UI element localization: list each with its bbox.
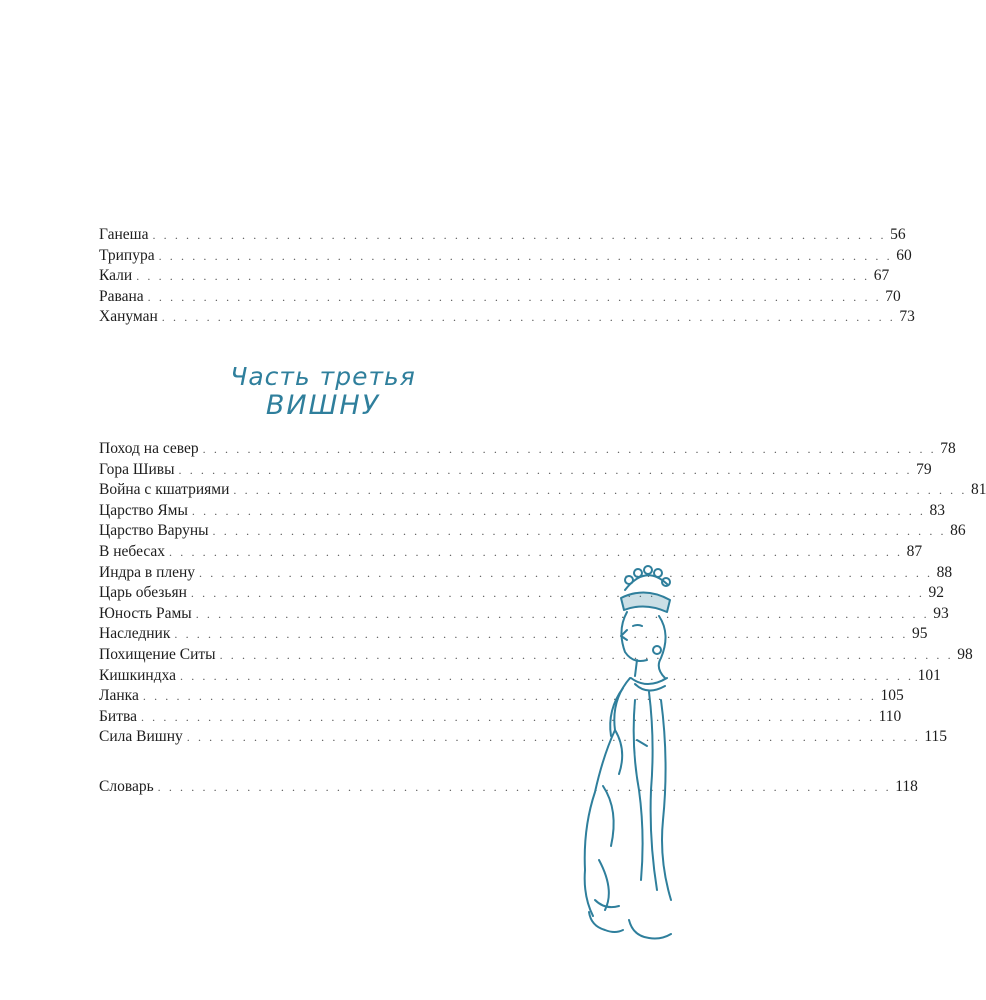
leader-dots: . . . . . . . . . . . . . . . . . . . . . . . . . . . . . . . . . . . . . . . . . . . . . . . . . . . . . . . . . . . . . . . . . . xyxy=(161,310,896,325)
part-heading-title: ВИШНУ xyxy=(265,390,381,421)
figure-illustration-icon xyxy=(575,560,678,945)
toc-entry-page: 110 xyxy=(878,707,902,725)
toc-entry-page: 95 xyxy=(911,625,928,643)
toc-entry-page: 83 xyxy=(929,501,945,519)
toc-entry-page: 79 xyxy=(916,460,932,478)
toc-entry-title: Царство Ямы xyxy=(99,501,188,519)
part-heading-label: Часть третья xyxy=(230,362,416,391)
toc-row[interactable] xyxy=(99,727,948,748)
toc-entry-page: 115 xyxy=(924,728,948,746)
toc-entry-page: 87 xyxy=(906,542,923,560)
toc-entry-title: Равана xyxy=(99,287,144,305)
toc-entry-title: Война с кшатриями xyxy=(99,481,230,499)
toc-part2-tail xyxy=(99,225,915,328)
toc-entry-page: 78 xyxy=(940,440,956,457)
leader-dots: . . . . . . . . . . . . . . . . . . . . . . . . . . . . . . . . . . . . . . . . . . . . . . . . . . . . . . . . . . . . . . . . . . xyxy=(140,709,875,724)
toc-entry-page: 70 xyxy=(885,287,901,305)
toc-entry-title: Ланка xyxy=(99,687,139,705)
toc-entry-title: Битва xyxy=(99,707,137,725)
leader-dots: . . . . . . . . . . . . . . . . . . . . . . . . . . . . . . . . . . . . . . . . . . . . . . . . . . . . . . . . . . . . . . . . . . xyxy=(202,442,937,456)
toc-row[interactable] xyxy=(99,246,912,267)
toc-entry-page: 98 xyxy=(957,645,973,663)
leader-dots: . . . . . . . . . . . . . . . . . . . . . . . . . . . . . . . . . . . . . . . . . . . . . . . . . . . . . . . . . . . . . . . . . . xyxy=(152,228,887,242)
toc-entry-title: Наследник xyxy=(99,625,171,643)
toc-entry-page: 56 xyxy=(890,226,906,243)
leader-dots: . . . . . . . . . . . . . . . . . . . . . . . . . . . . . . . . . . . . . . . . . . . . . . . . . . . . . . . . . . . . . . . . . . xyxy=(158,248,893,263)
leader-dots: . . . . . . . . . . . . . . . . . . . . . . . . . . . . . . . . . . . . . . . . . . . . . . . . . . . . . . . . . . . . . . . . . . xyxy=(186,730,921,745)
leader-dots: . . . . . . . . . . . . . . . . . . . . . . . . . . . . . . . . . . . . . . . . . . . . . . . . . . . . . . . . . . . . . . . . . . xyxy=(195,606,930,621)
toc-row[interactable] xyxy=(99,521,966,542)
toc-entry-title: Поход на север xyxy=(99,440,199,457)
toc-entry-title: Индра в плену xyxy=(99,563,196,581)
toc-entry-title: Ганеша xyxy=(99,226,149,243)
toc-entry-title: Трипура xyxy=(99,246,155,264)
leader-dots: . . . . . . . . . . . . . . . . . . . . . . . . . . . . . . . . . . . . . . . . . . . . . . . . . . . . . . . . . . . . . . . . . . xyxy=(190,586,925,601)
toc-row[interactable] xyxy=(99,624,928,645)
toc-glossary xyxy=(99,777,918,798)
leader-dots: . . . . . . . . . . . . . . . . . . . . . . . . . . . . . . . . . . . . . . . . . . . . . . . . . . . . . . . . . . . . . . . . . . xyxy=(219,647,954,662)
toc-entry-page: 88 xyxy=(936,563,953,581)
leader-dots: . . . . . . . . . . . . . . . . . . . . . . . . . . . . . . . . . . . . . . . . . . . . . . . . . . . . . . . . . . . . . . . . . . xyxy=(136,269,870,284)
toc-entry-title: Словарь xyxy=(99,778,154,795)
toc-entry-page: 92 xyxy=(928,584,944,602)
toc-row[interactable] xyxy=(99,542,923,563)
toc-entry-page: 60 xyxy=(896,246,912,264)
toc-entry-page: 118 xyxy=(895,778,918,795)
toc-entry-title: Кали xyxy=(99,267,133,285)
toc-entry-title: Сила Вишну xyxy=(99,728,183,746)
leader-dots: . . . . . . . . . . . . . . . . . . . . . . . . . . . . . . . . . . . . . . . . . . . . . . . . . . . . . . . . . . . . . . . . . . xyxy=(212,524,947,539)
leader-dots: . . . . . . . . . . . . . . . . . . . . . . . . . . . . . . . . . . . . . . . . . . . . . . . . . . . . . . . . . . . . . . . . . . xyxy=(180,668,914,683)
leader-dots: . . . . . . . . . . . . . . . . . . . . . . . . . . . . . . . . . . . . . . . . . . . . . . . . . . . . . . . . . . . . . . . . . . xyxy=(178,462,913,477)
toc-row[interactable] xyxy=(99,439,956,460)
leader-dots: . . . . . . . . . . . . . . . . . . . . . . . . . . . . . . . . . . . . . . . . . . . . . . . . . . . . . . . . . . . . . . . . . . xyxy=(199,565,933,580)
toc-row[interactable] xyxy=(99,666,941,687)
toc-row[interactable] xyxy=(99,645,973,666)
toc-entry-page: 67 xyxy=(873,267,890,285)
toc-entry-title: Гора Шивы xyxy=(99,460,175,478)
toc-row[interactable] xyxy=(99,287,901,308)
toc-row[interactable] xyxy=(99,480,986,501)
toc-entry-title: Кишкиндха xyxy=(99,666,177,684)
leader-dots: . . . . . . . . . . . . . . . . . . . . . . . . . . . . . . . . . . . . . . . . . . . . . . . . . . . . . . . . . . . . . . . . . . xyxy=(191,503,926,518)
toc-entry-page: 101 xyxy=(917,666,941,684)
toc-entry-page: 81 xyxy=(970,481,986,499)
toc-entry-title: Царь обезьян xyxy=(99,584,187,602)
figure-illustration xyxy=(575,560,678,945)
toc-row[interactable] xyxy=(99,225,906,246)
toc-row[interactable] xyxy=(99,460,932,481)
toc-entry-page: 93 xyxy=(933,604,949,622)
leader-dots: . . . . . . . . . . . . . . . . . . . . . . . . . . . . . . . . . . . . . . . . . . . . . . . . . . . . . . . . . . . . . . . . . . xyxy=(174,627,908,642)
toc-row[interactable] xyxy=(99,604,949,625)
toc-row[interactable] xyxy=(99,777,918,798)
toc-row[interactable] xyxy=(99,266,890,287)
leader-dots: . . . . . . . . . . . . . . . . . . . . . . . . . . . . . . . . . . . . . . . . . . . . . . . . . . . . . . . . . . . . . . . . . . xyxy=(147,289,882,304)
toc-entry-title: Царство Варуны xyxy=(99,522,209,540)
toc-row[interactable] xyxy=(99,307,915,328)
toc-entry-title: Хануман xyxy=(99,308,158,326)
toc-entry-page: 86 xyxy=(950,522,966,540)
leader-dots: . . . . . . . . . . . . . . . . . . . . . . . . . . . . . . . . . . . . . . . . . . . . . . . . . . . . . . . . . . . . . . . . . . xyxy=(142,689,877,704)
leader-dots: . . . . . . . . . . . . . . . . . . . . . . . . . . . . . . . . . . . . . . . . . . . . . . . . . . . . . . . . . . . . . . . . . . xyxy=(169,544,903,559)
toc-entry-title: В небесах xyxy=(99,542,166,560)
toc-row[interactable] xyxy=(99,501,945,522)
toc-entry-page: 73 xyxy=(899,308,915,326)
toc-entry-title: Юность Рамы xyxy=(99,604,192,622)
toc-row[interactable] xyxy=(99,583,944,604)
leader-dots: . . . . . . . . . . . . . . . . . . . . . . . . . . . . . . . . . . . . . . . . . . . . . . . . . . . . . . . . . . . . . . . . . . xyxy=(233,483,967,498)
leader-dots: . . . . . . . . . . . . . . . . . . . . . . . . . . . . . . . . . . . . . . . . . . . . . . . . . . . . . . . . . . . . . . . . . . xyxy=(157,780,892,794)
toc-part3 xyxy=(99,439,986,748)
toc-entry-page: 105 xyxy=(880,687,904,705)
toc-row[interactable] xyxy=(99,563,953,584)
toc-row[interactable] xyxy=(99,707,902,728)
toc-row[interactable] xyxy=(99,686,904,707)
toc-entry-title: Похищение Ситы xyxy=(99,645,216,663)
